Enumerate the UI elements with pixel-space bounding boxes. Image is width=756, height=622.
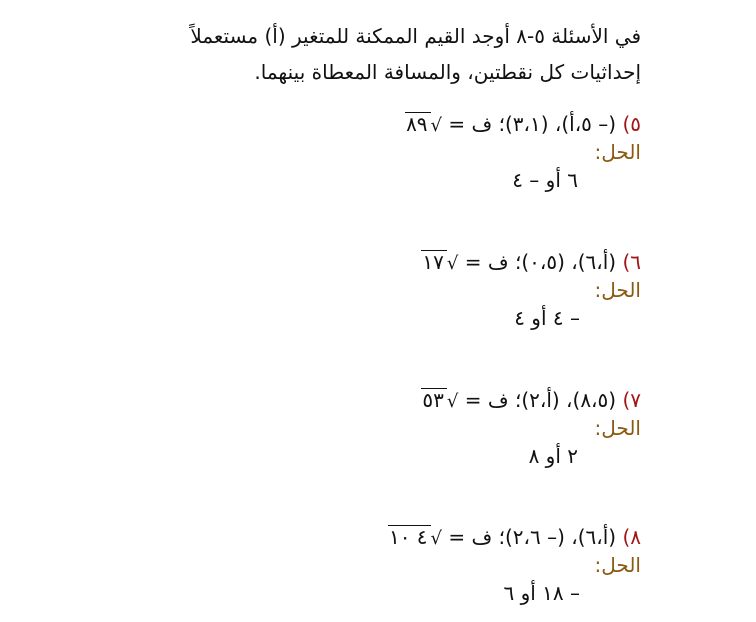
problem-number: ٧) — [622, 388, 641, 412]
radical-sign-icon: √ — [430, 528, 443, 549]
problem-text: (– ٥،أ)، (٣،١)؛ ف = — [448, 112, 617, 136]
intro-line-2: إحداثيات كل نقطتين، والمسافة المعطاة بينهما. — [254, 60, 641, 84]
solution-answer: – ١٨ أو ٦ — [503, 581, 580, 605]
solution-answer: – ٤ أو ٤ — [514, 306, 580, 330]
square-root — [421, 384, 458, 416]
radicand: ٥٣ — [421, 388, 446, 411]
solution-answer: ٦ أو – ٤ — [512, 168, 578, 192]
solution-label: الحل: — [594, 140, 641, 164]
problem-text: (أ،٦)، (– ٢،٦)؛ ف = — [448, 525, 617, 549]
square-root — [421, 246, 458, 278]
radical-sign-icon: √ — [446, 253, 459, 274]
problem-7 — [421, 384, 641, 416]
square-root — [405, 108, 442, 140]
problem-text: (٨،٥)، (أ،٢)؛ ف = — [464, 388, 617, 412]
problem-8 — [388, 521, 641, 553]
problem-number: ٨) — [622, 525, 641, 549]
radical-sign-icon: √ — [430, 115, 443, 136]
square-root — [388, 521, 442, 553]
radicand: ١٧ — [421, 250, 446, 273]
problem-number: ٦) — [622, 250, 641, 274]
solution-answer: ٢ أو ٨ — [528, 444, 578, 468]
solution-label: الحل: — [594, 278, 641, 302]
problem-6 — [421, 246, 641, 278]
radicand: ٨٩ — [405, 112, 430, 135]
problem-5 — [405, 108, 641, 140]
radicand: ٤ ١٠ — [388, 525, 431, 548]
solution-label: الحل: — [594, 416, 641, 440]
solution-label: الحل: — [594, 553, 641, 577]
radical-sign-icon: √ — [446, 391, 459, 412]
intro-line-1: في الأسئلة ٥-٨ أوجد القيم الممكنة للمتغير (أ) مستعملاً — [190, 24, 641, 48]
problem-number: ٥) — [622, 112, 641, 136]
problem-text: (أ،٦)، (٠،٥)؛ ف = — [464, 250, 617, 274]
